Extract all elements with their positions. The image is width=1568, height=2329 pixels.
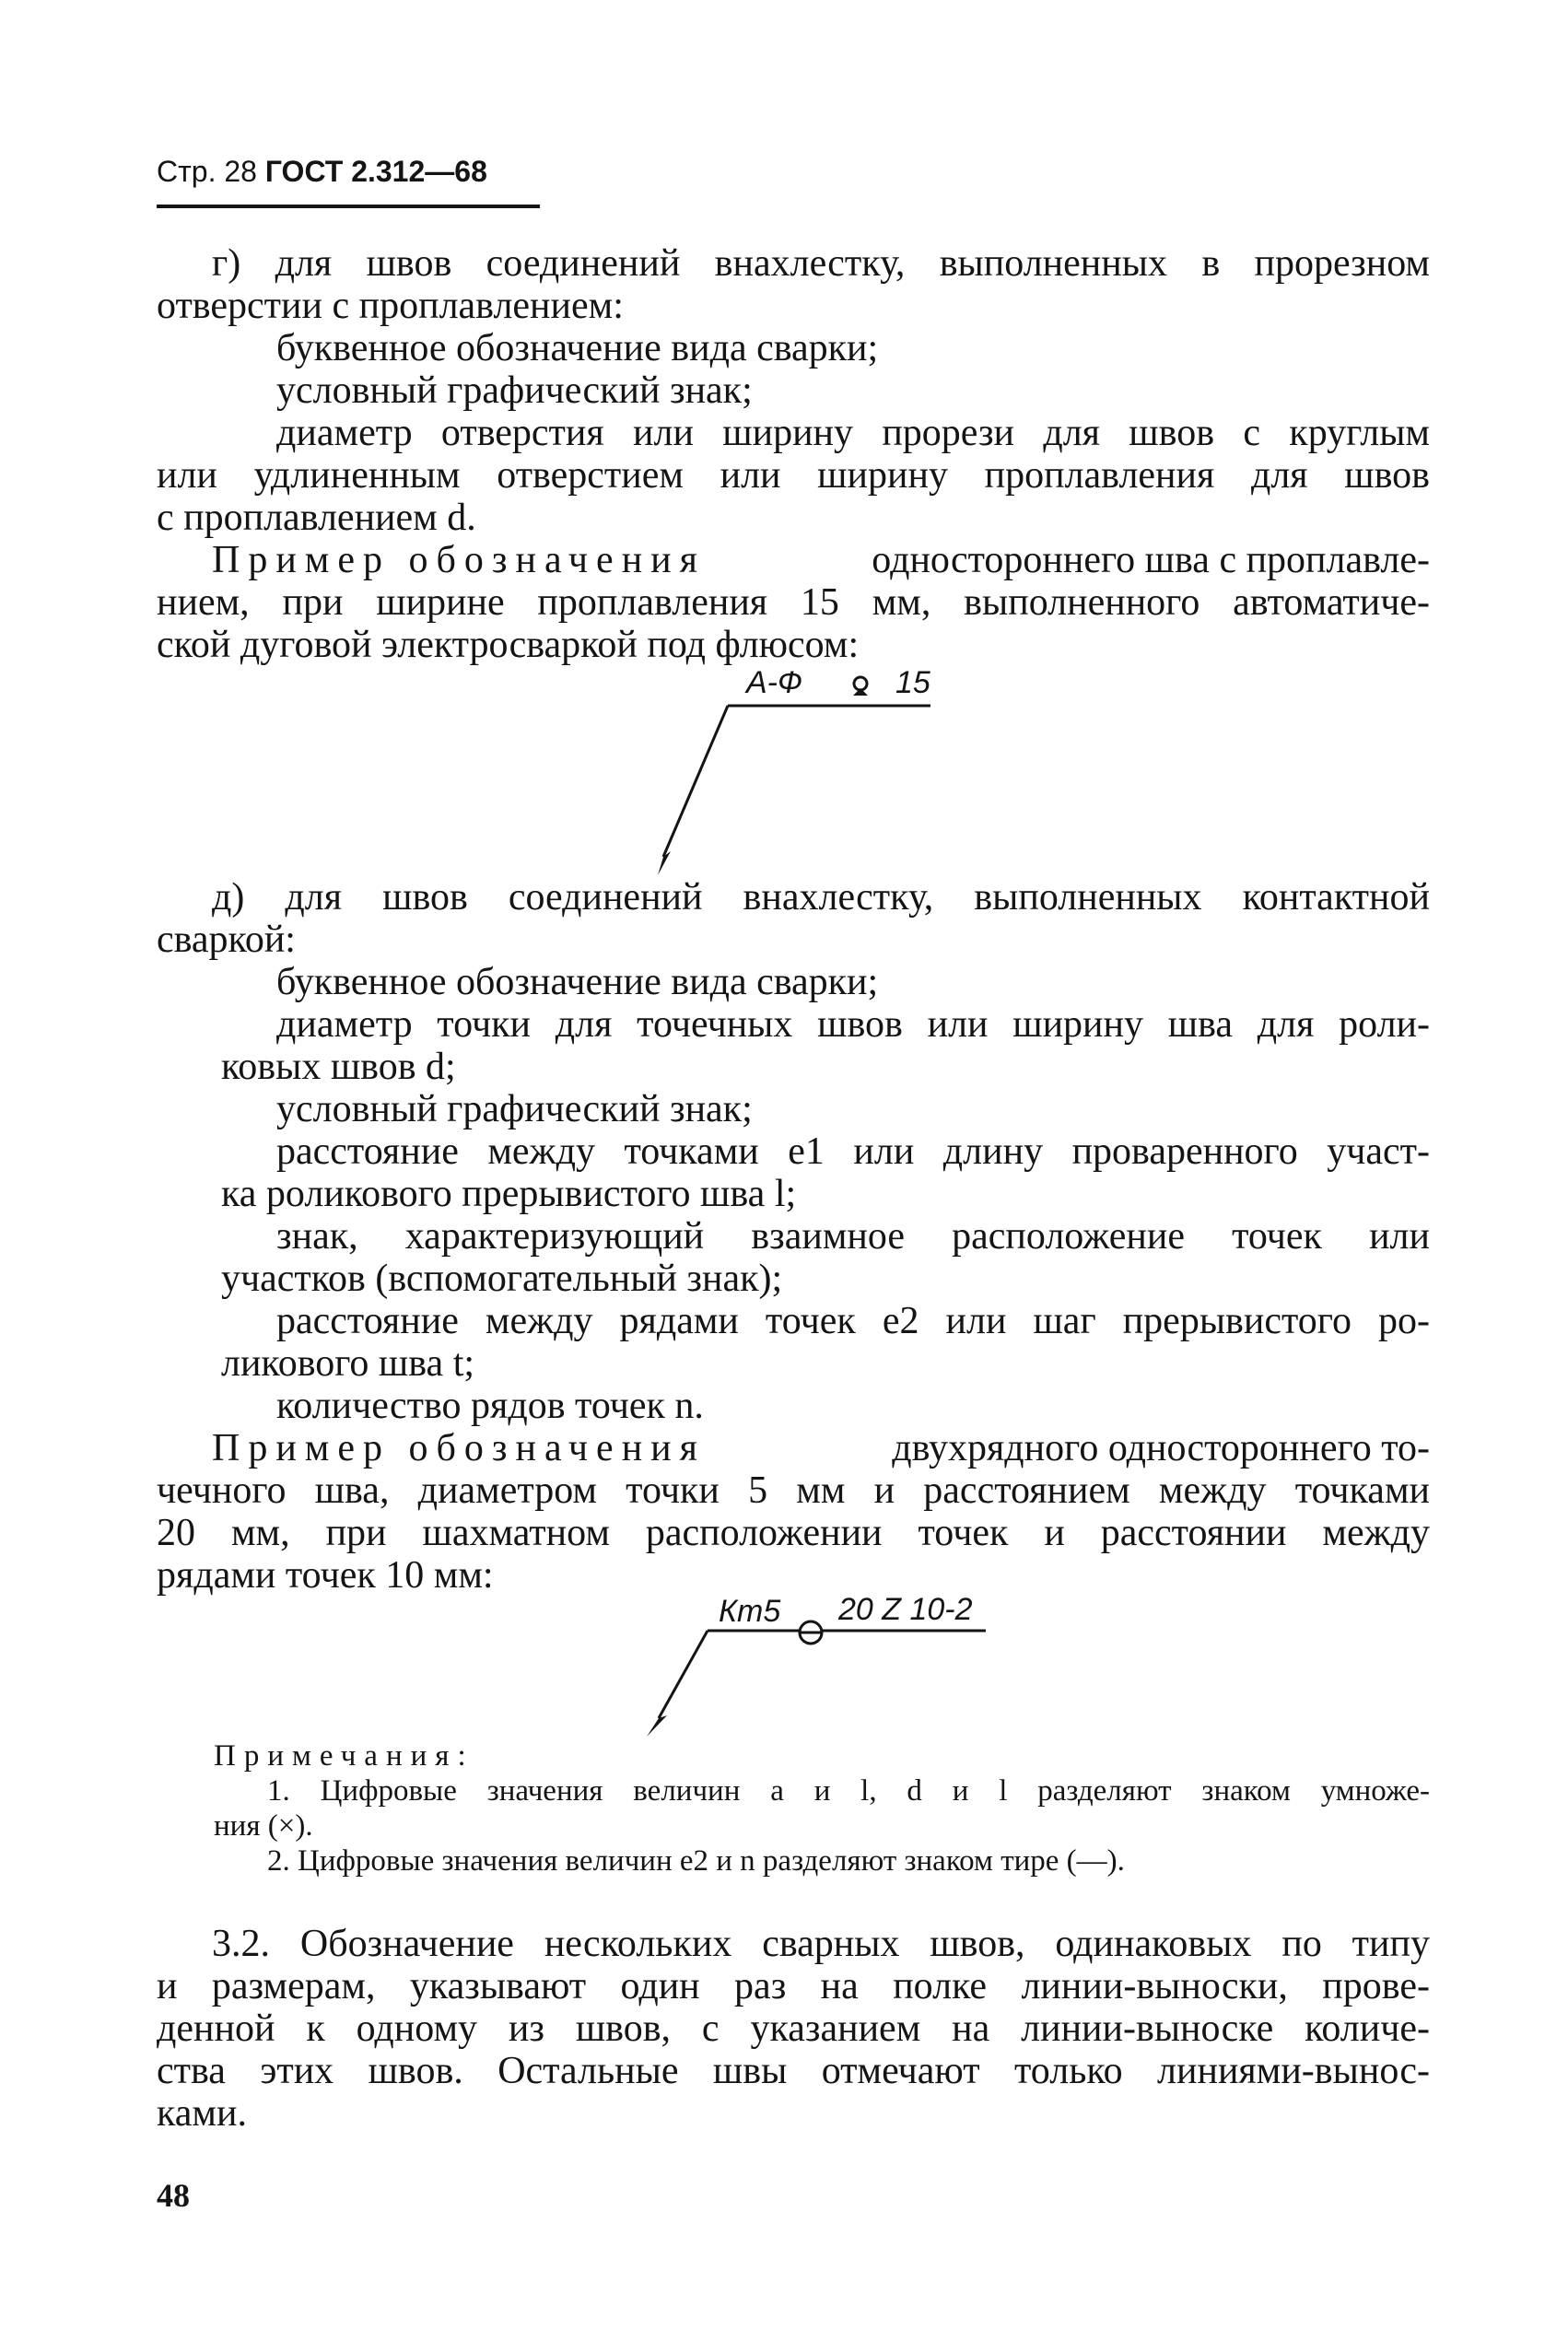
section-d-example-line-1 (212, 1426, 1430, 1470)
section-g-line-2: отверстии с проплавлением: (157, 285, 624, 327)
section-d-example-label: Пример обозначения (212, 1427, 706, 1469)
section-d-line-10: участков (вспомогательный знак); (221, 1258, 783, 1300)
weld-symbol-diagram-1 (636, 654, 967, 875)
section-d-line-7: расстояние между точками e1 или длину проваренного участ- (276, 1130, 1430, 1173)
diagram-2-leader-line (659, 1631, 708, 1718)
spot-weld-symbol-icon (800, 1621, 822, 1644)
section-d-example-line-2: чечного шва, диаметром точки 5 мм и расстоянием между точками (157, 1469, 1430, 1512)
section-g-line-3: буквенное обозначение вида сварки; (276, 327, 879, 369)
diagram-1-left-label: А-Ф (746, 665, 803, 700)
section-g-line-7: с проплавлением d. (157, 497, 476, 539)
section-32-line-4: ства этих швов. Остальные швы отмечают только линиями-вынос- (157, 2050, 1430, 2092)
section-g-line-5: диаметр отверстия или ширину прорези для швов с круглым (276, 412, 1430, 454)
section-32-line-1: 3.2. Обозначение нескольких сварных швов, одинаковых по типу (212, 1923, 1430, 1965)
header-page-prefix: Стр. 28 (157, 155, 257, 188)
section-d-example-line-4: рядами точек 10 мм: (157, 1554, 494, 1597)
section-g-example-label: Пример обозначения (212, 539, 706, 581)
notes-line-1: 1. Цифровые значения величин a и l, d и l разделяют знаком умноже- (267, 1774, 1430, 1808)
section-d-line-5: ковых швов d; (221, 1046, 456, 1088)
section-d-line-3: буквенное обозначение вида сварки; (276, 961, 879, 1003)
section-d-example-text: двухрядного одностороннего то- (892, 1427, 1430, 1469)
section-g-example-text: одностороннего шва с проплавле- (872, 539, 1430, 581)
section-g-example-line-3: ской дуговой электросваркой под флюсом: (157, 624, 860, 666)
section-g-line-4: условный графический знак; (276, 369, 753, 412)
page-number: 48 (157, 2177, 190, 2214)
diagram-2-right-label: 20 Z 10-2 (838, 1592, 973, 1627)
section-d-line-2: сваркой: (157, 919, 296, 961)
section-d-line-8: ка роликового прерывистого шва l; (221, 1173, 797, 1215)
notes-line-2: ния (×). (214, 1809, 313, 1843)
section-d-line-12: ликового шва t; (221, 1342, 475, 1385)
weld-penetration-symbol-icon (853, 677, 868, 696)
section-d-example-line-3: 20 мм, при шахматном расположении точек и расстоянии между (157, 1512, 1430, 1554)
section-d-line-9: знак, характеризующий взаимное расположение точек или (276, 1215, 1430, 1258)
page-header (157, 155, 487, 189)
section-d-line-1: д) для швов соединений внахлестку, выполненных контактной (212, 876, 1430, 919)
notes-line-3: 2. Цифровые значения величин e2 и n разделяют знаком тире (—). (267, 1844, 1125, 1878)
section-d-line-11: расстояние между рядами точек e2 или шаг прерывистого ро- (276, 1300, 1430, 1342)
weld-symbol-diagram-2 (626, 1585, 1013, 1741)
diagram-1-right-label: 15 (895, 665, 930, 700)
diagram-1-leader-line (663, 706, 728, 857)
notes-title: Примечания: (214, 1739, 474, 1773)
section-d-line-4: диаметр точки для точечных швов или ширину шва для роли- (276, 1003, 1430, 1046)
section-d-line-13: количество рядов точек n. (276, 1385, 704, 1427)
section-32-line-5: ками. (157, 2092, 247, 2135)
section-32-line-2: и размерам, указывают один раз на полке линии-выноски, прове- (157, 1965, 1430, 2007)
header-rule (157, 205, 540, 208)
section-g-example-line-2: нием, при ширине проплавления 15 мм, выполненного автоматиче- (157, 581, 1430, 624)
diagram-2-arrow-icon (647, 1715, 667, 1737)
section-g-line-1: г) для швов соединений внахлестку, выполненных в прорезном (212, 242, 1430, 285)
section-g-example-line-1 (212, 538, 1430, 582)
section-g-line-6: или удлиненным отверстием или ширину проплавления для швов (157, 454, 1430, 497)
section-d-line-6: условный графический знак; (276, 1088, 753, 1130)
header-standard: ГОСТ 2.312—68 (264, 155, 487, 188)
section-32-line-3: денной к одному из швов, с указанием на линии-выноске количе- (157, 2007, 1430, 2050)
diagram-2-left-label: Кт5 (719, 1594, 781, 1629)
